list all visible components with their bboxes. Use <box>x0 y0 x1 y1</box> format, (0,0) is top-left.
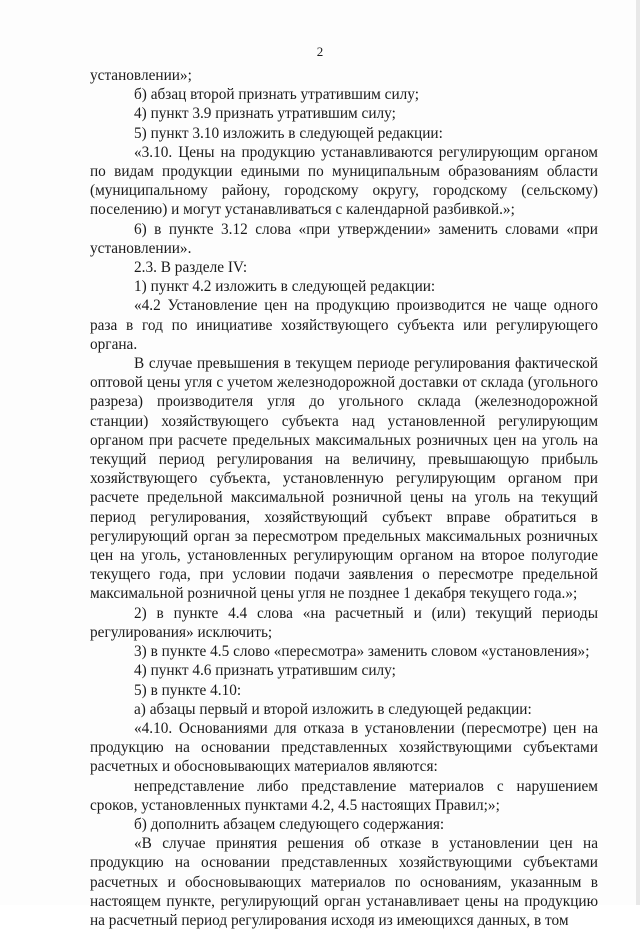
paragraph: установлении»; <box>90 67 192 84</box>
paragraph: 5) в пункте 4.10: <box>134 681 242 699</box>
paragraph: «3.10. Цены на продукцию устанавливаются регулирующим органом по видам продукции едиными по муниципальным образованиям области (муниципальному району, городскому округу, городскому (сельскому) поселению) и могут устанавливаться с календарной разбивкой.»; <box>90 143 598 219</box>
paragraph: 3) в пункте 4.5 слово «пересмотра» заменить словом «установления»; <box>134 643 590 661</box>
paragraph: 1) пункт 4.2 изложить в следующей редакции: <box>134 278 436 296</box>
paragraph: б) абзац второй признать утратившим силу; <box>134 86 419 104</box>
paragraph: непредставление либо представление материалов с нарушением сроков, установленных пунктами 4.2, 4.5 настоящих Правил;»; <box>90 777 598 814</box>
paragraph: б) дополнить абзацем следующего содержания: <box>134 815 445 833</box>
document-body <box>90 66 598 930</box>
section-heading: 2.3. В разделе IV: <box>134 259 248 277</box>
scan-edge <box>636 0 640 905</box>
paragraph: В случае превышения в текущем периоде регулирования фактической оптовой цены угля с учетом железнодорожной доставки от склада (угольного разреза) производителя угля до угольного склада (железнодорожной станции) хозяйствующего субъекта над установленной регулирующим органом при расчете предельных максимальных розничных цен на уголь на текущий период регулирования на величину, превышающую прибыль хозяйствующего субъекта, установленную регулирующим органом при расчете предельной максимальной розничной цены на уголь на текущий период регулирования, хозяйствующий субъект вправе обратиться в регулирующий орган за пересмотром предельных максимальных розничных цен на уголь, установленных регулирующим органом на второе полугодие текущего года, при условии подачи заявления о пересмотре предельной максимальной розничной цены угля не позднее 1 декабря текущего года.»; <box>90 355 598 603</box>
paragraph: «4.10. Основаниями для отказа в установлении (пересмотре) цен на продукцию на основании представленных хозяйствующими субъектами расчетных и обосновывающих материалов являются: <box>90 719 598 776</box>
paragraph: «В случае принятия решения об отказе в установлении цен на продукцию на основании представленных хозяйствующими субъектами расчетных и обосновывающих материалов по основаниям, указанным в настоящем пункте, регулирующий орган устанавливает цены на продукцию на расчетный период регулирования исходя из имеющихся данных, в том <box>90 835 598 929</box>
paragraph: 5) пункт 3.10 изложить в следующей редакции: <box>134 124 443 142</box>
paragraph: 4) пункт 3.9 признать утратившим силу; <box>134 105 396 123</box>
paragraph: 4) пункт 4.6 признать утратившим силу; <box>134 662 396 680</box>
paragraph: 2) в пункте 4.4 слова «на расчетный и (или) текущий периоды регулирования» исключить; <box>90 604 598 641</box>
page-number: 2 <box>316 44 324 59</box>
paragraph: 6) в пункте 3.12 слова «при утверждении» заменить словами «при установлении». <box>90 220 598 257</box>
paragraph: «4.2 Установление цен на продукцию производится не чаще одного раза в год по инициативе хозяйствующего субъекта или регулирующего органа. <box>90 297 598 353</box>
paragraph: а) абзацы первый и второй изложить в следующей редакции: <box>134 700 532 718</box>
